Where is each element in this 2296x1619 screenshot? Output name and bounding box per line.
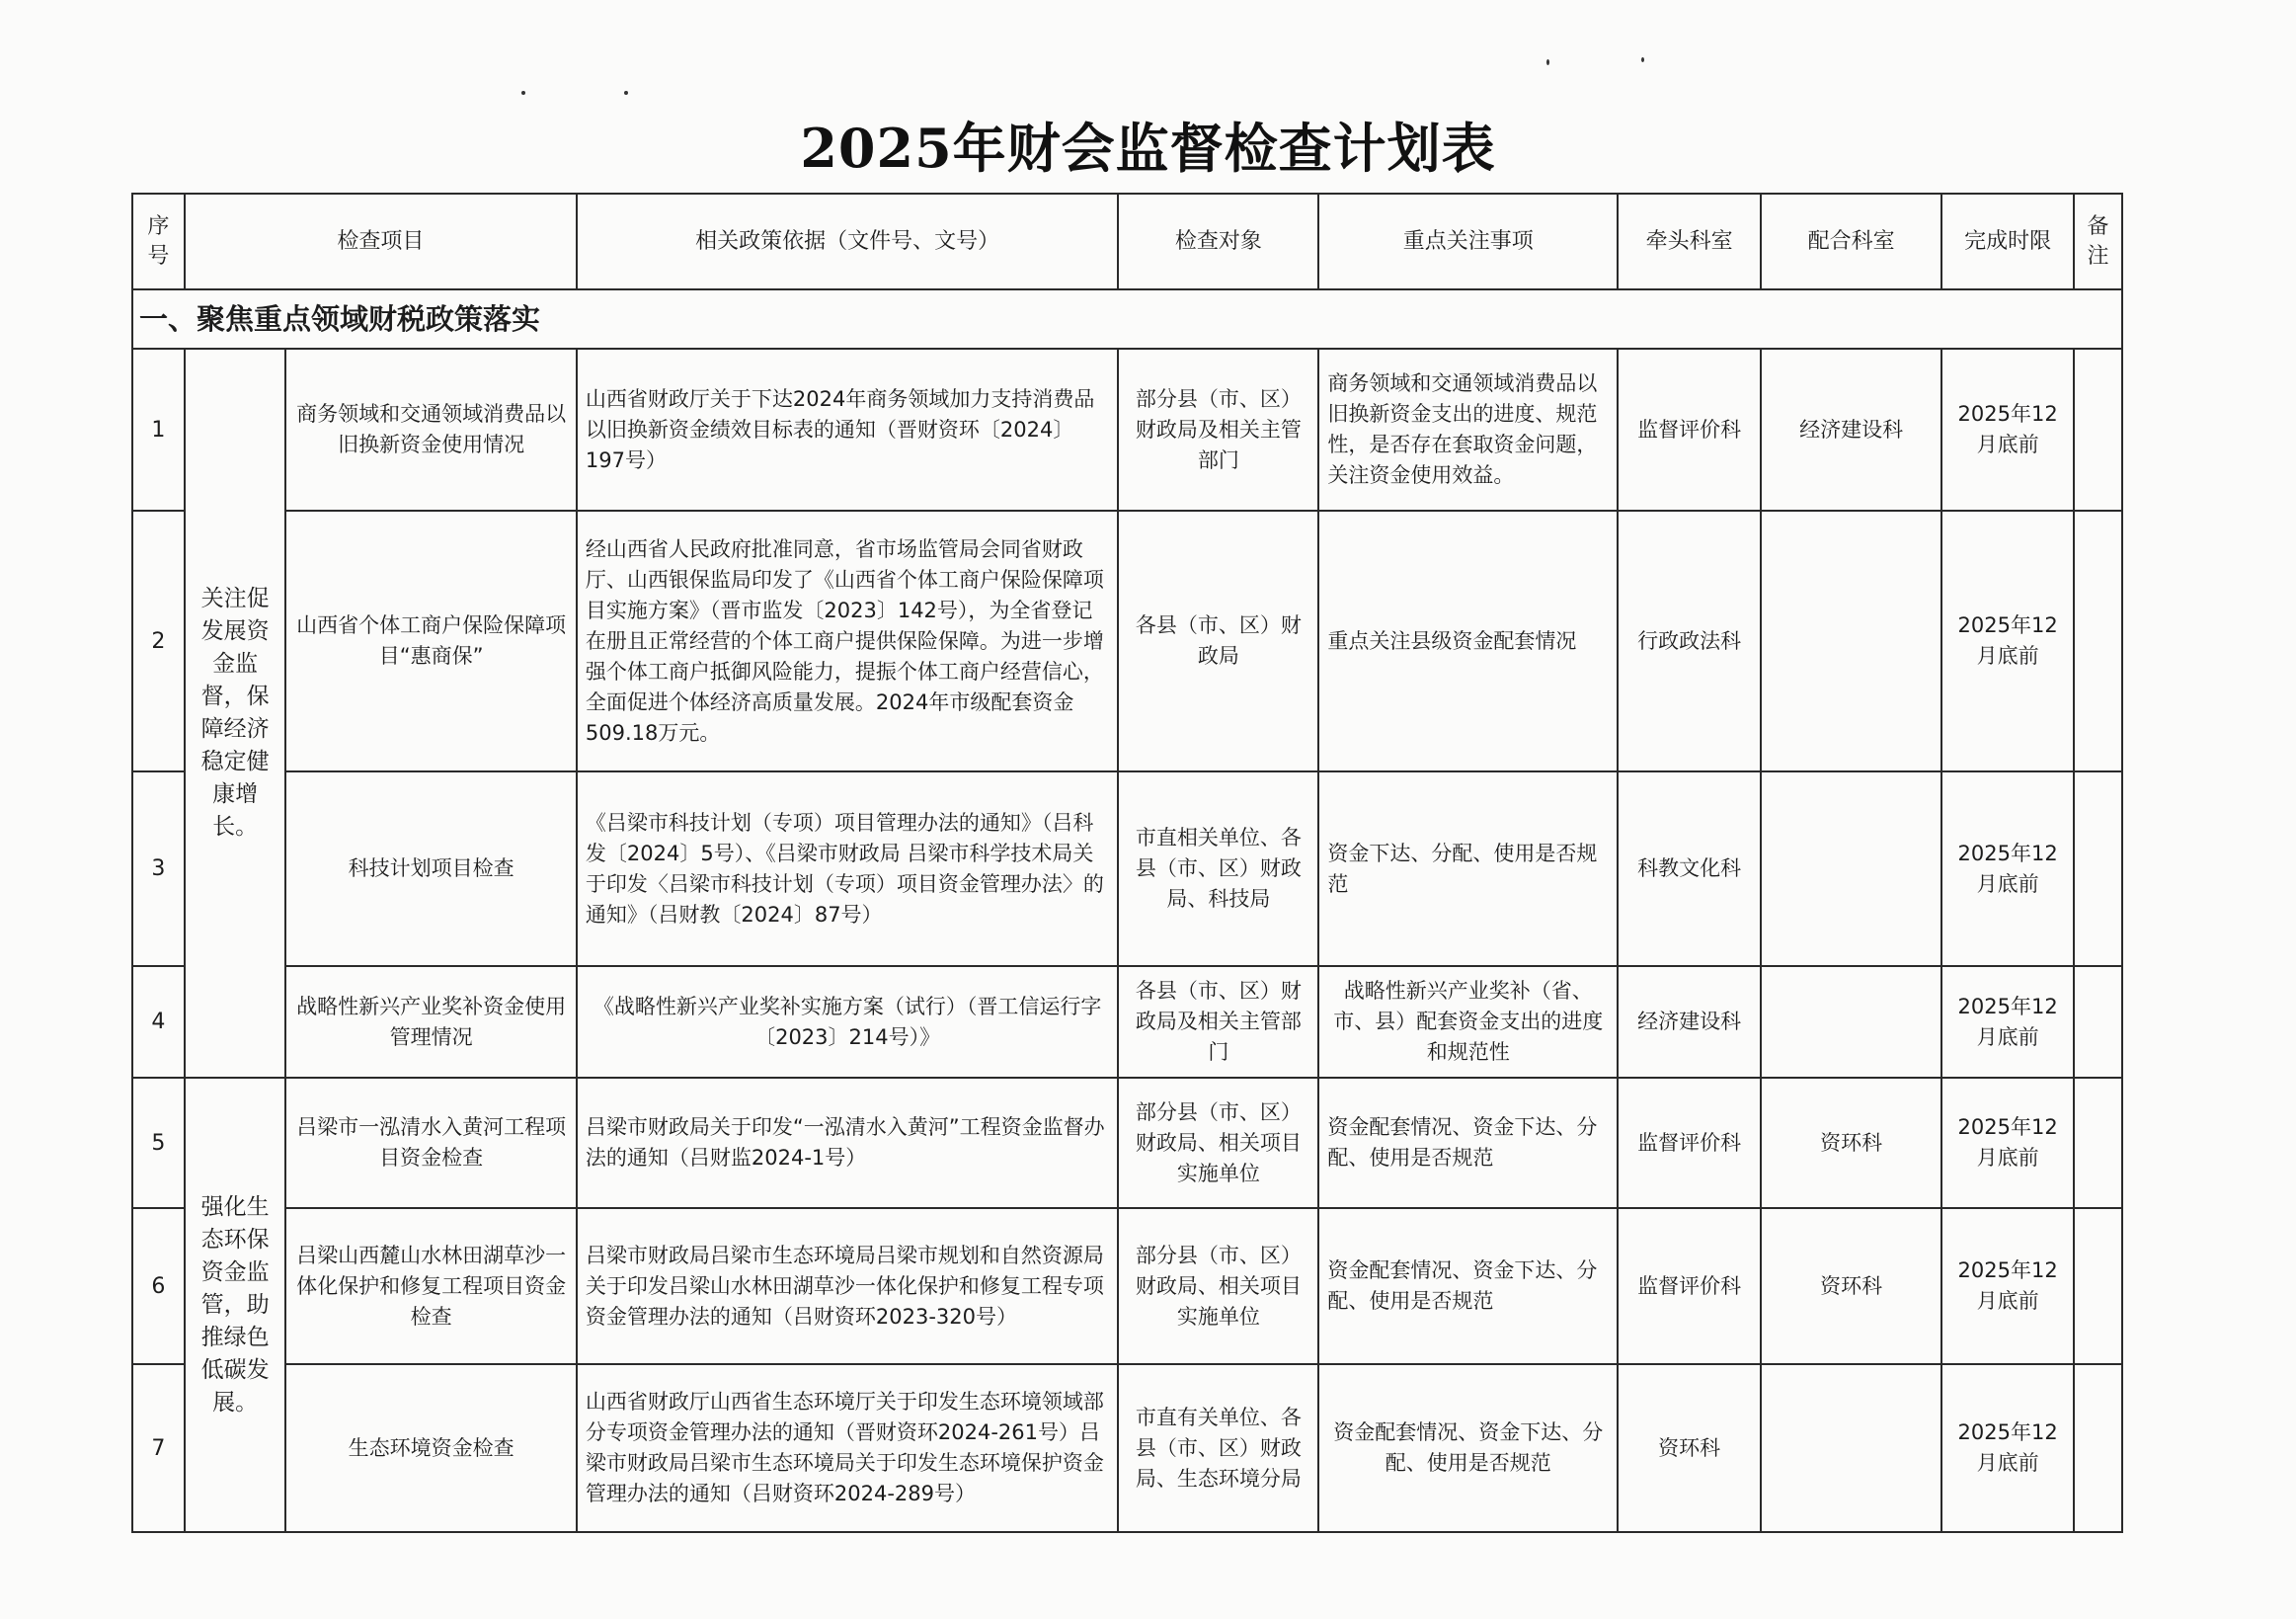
row-no: 7 <box>132 1364 185 1532</box>
row-lead: 资环科 <box>1618 1364 1761 1532</box>
row-coop: 资环科 <box>1761 1078 1941 1208</box>
table-row <box>132 349 2122 511</box>
row-coop: 资环科 <box>1761 1208 1941 1364</box>
header-coop: 配合科室 <box>1761 194 1941 289</box>
row-item: 战略性新兴产业奖补资金使用管理情况 <box>285 966 577 1078</box>
row-basis: 山西省财政厅关于下达2024年商务领域加力支持消费品以旧换新资金绩效目标表的通知（晋财资环〔2024〕197号） <box>577 349 1118 511</box>
row-target: 各县（市、区）财政局 <box>1118 511 1318 771</box>
row-no: 5 <box>132 1078 185 1208</box>
row-item: 山西省个体工商户保险保障项目“惠商保” <box>285 511 577 771</box>
row-focus: 资金配套情况、资金下达、分配、使用是否规范 <box>1318 1364 1618 1532</box>
row-no: 3 <box>132 771 185 966</box>
group-label: 关注促发展资金监督，保障经济稳定健康增长。 <box>185 349 286 1078</box>
row-remark <box>2074 1208 2122 1364</box>
section-title: 一、聚焦重点领域财税政策落实 <box>132 289 2122 349</box>
page-title: 2025年财会监督检查计划表 <box>800 117 1496 180</box>
row-remark <box>2074 771 2122 966</box>
row-target: 部分县（市、区）财政局及相关主管部门 <box>1118 349 1318 511</box>
row-coop: 经济建设科 <box>1761 349 1941 511</box>
row-basis: 山西省财政厅山西省生态环境厅关于印发生态环境领域部分专项资金管理办法的通知（晋财资环2024-261号）吕梁市财政局吕梁市生态环境局关于印发生态环境保护资金管理办法的通知（吕财资环2024-289号） <box>577 1364 1118 1532</box>
row-target: 部分县（市、区）财政局、相关项目实施单位 <box>1118 1208 1318 1364</box>
row-remark <box>2074 511 2122 771</box>
header-basis: 相关政策依据（文件号、文号） <box>577 194 1118 289</box>
row-item: 生态环境资金检查 <box>285 1364 577 1532</box>
row-basis: 经山西省人民政府批准同意，省市场监管局会同省财政厅、山西银保监局印发了《山西省个体工商户保险保障项目实施方案》（晋市监发〔2023〕142号），为全省登记在册且正常经营的个体工商户提供保险保障。为进一步增强个体工商户抵御风险能力，提振个体工商户经营信心，全面促进个体经济高质量发展。2024年市级配套资金509.18万元。 <box>577 511 1118 771</box>
section-row <box>132 289 2122 349</box>
row-basis: 吕梁市财政局吕梁市生态环境局吕梁市规划和自然资源局关于印发吕梁山水林田湖草沙一体化保护和修复工程专项资金管理办法的通知（吕财资环2023-320号） <box>577 1208 1118 1364</box>
row-focus: 资金配套情况、资金下达、分配、使用是否规范 <box>1318 1208 1618 1364</box>
row-lead: 科教文化科 <box>1618 771 1761 966</box>
header-remark: 备注 <box>2074 194 2122 289</box>
group-label: 强化生态环保资金监管，助推绿色低碳发展。 <box>185 1078 286 1532</box>
header-deadline: 完成时限 <box>1941 194 2074 289</box>
header-focus: 重点关注事项 <box>1318 194 1618 289</box>
row-deadline: 2025年12月底前 <box>1941 771 2074 966</box>
row-basis: 《战略性新兴产业奖补实施方案（试行）（晋工信运行字〔2023〕214号）》 <box>577 966 1118 1078</box>
row-deadline: 2025年12月底前 <box>1941 966 2074 1078</box>
table-row <box>132 511 2122 771</box>
header-item: 检查项目 <box>185 194 577 289</box>
table-row <box>132 1364 2122 1532</box>
header-lead: 牵头科室 <box>1618 194 1761 289</box>
row-deadline: 2025年12月底前 <box>1941 1208 2074 1364</box>
table-row <box>132 966 2122 1078</box>
table-header-row <box>132 194 2122 289</box>
row-remark <box>2074 1078 2122 1208</box>
row-remark <box>2074 966 2122 1078</box>
row-no: 4 <box>132 966 185 1078</box>
row-coop <box>1761 966 1941 1078</box>
row-lead: 行政政法科 <box>1618 511 1761 771</box>
row-lead: 经济建设科 <box>1618 966 1761 1078</box>
row-lead: 监督评价科 <box>1618 1078 1761 1208</box>
row-item: 商务领域和交通领域消费品以旧换新资金使用情况 <box>285 349 577 511</box>
scan-speck <box>521 91 525 95</box>
table-row <box>132 1208 2122 1364</box>
scan-speck <box>1546 59 1549 65</box>
row-lead: 监督评价科 <box>1618 349 1761 511</box>
row-item: 吕梁山西麓山水林田湖草沙一体化保护和修复工程项目资金检查 <box>285 1208 577 1364</box>
row-deadline: 2025年12月底前 <box>1941 1078 2074 1208</box>
row-item: 吕梁市一泓清水入黄河工程项目资金检查 <box>285 1078 577 1208</box>
row-lead: 监督评价科 <box>1618 1208 1761 1364</box>
row-no: 1 <box>132 349 185 511</box>
row-focus: 战略性新兴产业奖补（省、市、县）配套资金支出的进度和规范性 <box>1318 966 1618 1078</box>
row-coop <box>1761 511 1941 771</box>
row-coop <box>1761 771 1941 966</box>
row-coop <box>1761 1364 1941 1532</box>
row-no: 6 <box>132 1208 185 1364</box>
row-basis: 《吕梁市科技计划（专项）项目管理办法的通知》（吕科发〔2024〕5号）、《吕梁市财政局 吕梁市科学技术局关于印发〈吕梁市科技计划（专项）项目资金管理办法〉的通知》（吕财教〔2024〕87号） <box>577 771 1118 966</box>
row-focus: 重点关注县级资金配套情况 <box>1318 511 1618 771</box>
scan-speck <box>624 91 628 95</box>
row-target: 各县（市、区）财政局及相关主管部门 <box>1118 966 1318 1078</box>
row-focus: 资金配套情况、资金下达、分配、使用是否规范 <box>1318 1078 1618 1208</box>
scan-speck <box>1641 57 1644 62</box>
row-remark <box>2074 349 2122 511</box>
row-target: 市直有关单位、各县（市、区）财政局、生态环境分局 <box>1118 1364 1318 1532</box>
row-basis: 吕梁市财政局关于印发“一泓清水入黄河”工程资金监督办法的通知（吕财监2024-1号） <box>577 1078 1118 1208</box>
header-no: 序号 <box>132 194 185 289</box>
header-target: 检查对象 <box>1118 194 1318 289</box>
row-target: 部分县（市、区）财政局、相关项目实施单位 <box>1118 1078 1318 1208</box>
row-deadline: 2025年12月底前 <box>1941 349 2074 511</box>
row-target: 市直相关单位、各县（市、区）财政局、科技局 <box>1118 771 1318 966</box>
row-focus: 资金下达、分配、使用是否规范 <box>1318 771 1618 966</box>
plan-table <box>131 193 2123 1533</box>
row-item: 科技计划项目检查 <box>285 771 577 966</box>
row-no: 2 <box>132 511 185 771</box>
table-row <box>132 1078 2122 1208</box>
row-remark <box>2074 1364 2122 1532</box>
table-row <box>132 771 2122 966</box>
row-deadline: 2025年12月底前 <box>1941 1364 2074 1532</box>
row-focus: 商务领域和交通领域消费品以旧换新资金支出的进度、规范性，是否存在套取资金问题，关注资金使用效益。 <box>1318 349 1618 511</box>
row-deadline: 2025年12月底前 <box>1941 511 2074 771</box>
